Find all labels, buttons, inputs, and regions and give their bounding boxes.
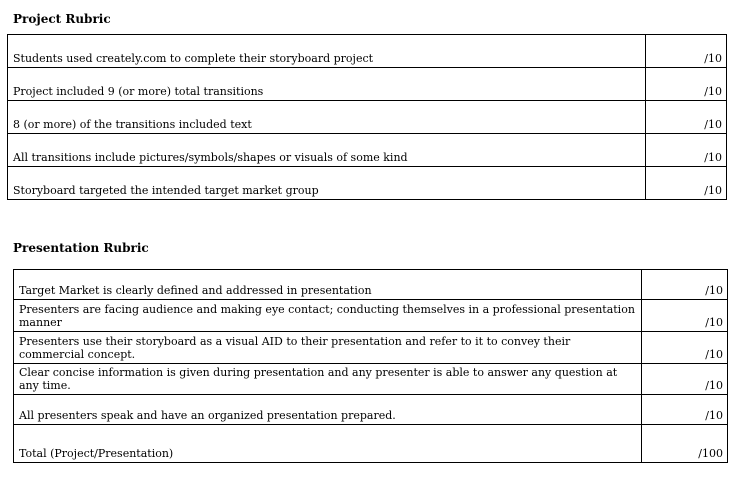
table-row — [14, 300, 728, 332]
criterion-cell: 8 (or more) of the transitions included text — [8, 101, 646, 134]
table-row — [14, 270, 728, 300]
criterion-cell: Storyboard targeted the intended target market group — [8, 167, 646, 200]
table-row — [14, 332, 728, 364]
table-row — [14, 364, 728, 395]
score-cell: /10 — [646, 35, 727, 68]
score-cell: /10 — [642, 364, 728, 395]
table-row — [8, 134, 727, 167]
table-row — [8, 101, 727, 134]
score-cell: /10 — [642, 395, 728, 425]
presentation-rubric-table — [13, 269, 728, 463]
project-rubric-heading: Project Rubric — [13, 12, 111, 26]
project-rubric-table — [7, 34, 727, 200]
criterion-cell: Project included 9 (or more) total transitions — [8, 68, 646, 101]
score-cell: /10 — [646, 101, 727, 134]
presentation-rubric-heading: Presentation Rubric — [13, 241, 149, 255]
criterion-cell: Clear concise information is given during presentation and any presenter is able to answer any question at any time. — [14, 364, 642, 395]
table-row — [8, 167, 727, 200]
table-row — [8, 35, 727, 68]
criterion-cell: All presenters speak and have an organized presentation prepared. — [14, 395, 642, 425]
score-cell: /10 — [646, 167, 727, 200]
score-cell: /10 — [642, 270, 728, 300]
table-row — [8, 68, 727, 101]
total-label-cell: Total (Project/Presentation) — [14, 425, 642, 463]
criterion-cell: Presenters are facing audience and making eye contact; conducting themselves in a professional presentation manner — [14, 300, 642, 332]
criterion-cell: Presenters use their storyboard as a visual AID to their presentation and refer to it to convey their commercial concept. — [14, 332, 642, 364]
criterion-cell: Target Market is clearly defined and addressed in presentation — [14, 270, 642, 300]
criterion-cell: All transitions include pictures/symbols/shapes or visuals of some kind — [8, 134, 646, 167]
score-cell: /10 — [642, 300, 728, 332]
total-row — [14, 425, 728, 463]
criterion-cell: Students used creately.com to complete their storyboard project — [8, 35, 646, 68]
score-cell: /10 — [646, 134, 727, 167]
total-score-cell: /100 — [642, 425, 728, 463]
score-cell: /10 — [646, 68, 727, 101]
table-row — [14, 395, 728, 425]
score-cell: /10 — [642, 332, 728, 364]
